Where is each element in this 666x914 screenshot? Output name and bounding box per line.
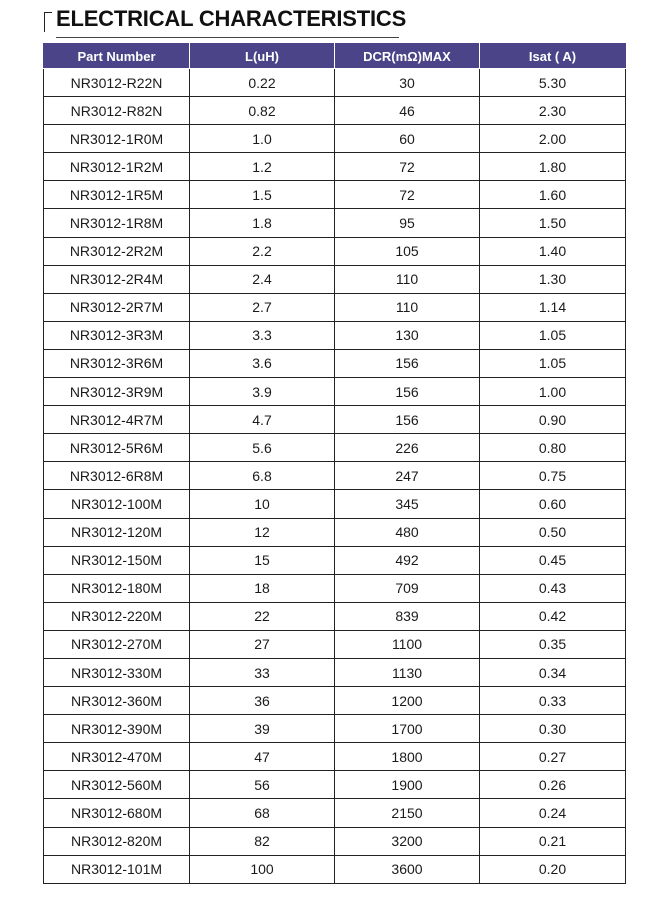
cell-inductance: 15: [190, 546, 335, 574]
cell-inductance: 68: [190, 799, 335, 827]
cell-part-number: NR3012-220M: [44, 602, 190, 630]
cell-part-number: NR3012-2R2M: [44, 237, 190, 265]
cell-dcr-max: 1100: [335, 630, 480, 658]
cell-inductance: 3.6: [190, 349, 335, 377]
cell-isat: 1.40: [480, 237, 626, 265]
cell-part-number: NR3012-100M: [44, 490, 190, 518]
column-header-inductance: L(uH): [190, 44, 335, 69]
cell-part-number: NR3012-270M: [44, 630, 190, 658]
cell-inductance: 3.9: [190, 378, 335, 406]
cell-part-number: NR3012-560M: [44, 771, 190, 799]
cell-inductance: 56: [190, 771, 335, 799]
table-row: [44, 518, 626, 546]
cell-dcr-max: 1700: [335, 715, 480, 743]
cell-isat: 0.21: [480, 827, 626, 855]
cell-dcr-max: 3200: [335, 827, 480, 855]
cell-isat: 0.26: [480, 771, 626, 799]
cell-isat: 1.05: [480, 349, 626, 377]
cell-part-number: NR3012-2R7M: [44, 293, 190, 321]
electrical-characteristics-table: [43, 43, 626, 884]
cell-inductance: 10: [190, 490, 335, 518]
cell-isat: 0.43: [480, 574, 626, 602]
table-row: [44, 687, 626, 715]
cell-dcr-max: 72: [335, 181, 480, 209]
cell-dcr-max: 1130: [335, 658, 480, 686]
cell-inductance: 36: [190, 687, 335, 715]
cell-dcr-max: 110: [335, 265, 480, 293]
table-row: [44, 490, 626, 518]
table-row: [44, 462, 626, 490]
cell-inductance: 2.2: [190, 237, 335, 265]
cell-isat: 1.00: [480, 378, 626, 406]
cell-inductance: 1.0: [190, 125, 335, 153]
cell-part-number: NR3012-3R9M: [44, 378, 190, 406]
table-row: [44, 827, 626, 855]
cell-part-number: NR3012-150M: [44, 546, 190, 574]
cell-isat: 0.50: [480, 518, 626, 546]
cell-part-number: NR3012-5R6M: [44, 434, 190, 462]
cell-dcr-max: 839: [335, 602, 480, 630]
cell-dcr-max: 1200: [335, 687, 480, 715]
cell-dcr-max: 95: [335, 209, 480, 237]
table-row: [44, 406, 626, 434]
cell-isat: 0.20: [480, 855, 626, 883]
cell-inductance: 18: [190, 574, 335, 602]
table-row: [44, 378, 626, 406]
cell-isat: 0.24: [480, 799, 626, 827]
table-row: [44, 715, 626, 743]
column-header-part-number: Part Number: [44, 44, 190, 69]
cell-isat: 0.27: [480, 743, 626, 771]
table-body: [44, 69, 626, 884]
cell-dcr-max: 156: [335, 406, 480, 434]
cell-dcr-max: 156: [335, 378, 480, 406]
cell-isat: 1.60: [480, 181, 626, 209]
cell-dcr-max: 492: [335, 546, 480, 574]
table-row: [44, 97, 626, 125]
cell-part-number: NR3012-330M: [44, 658, 190, 686]
cell-inductance: 22: [190, 602, 335, 630]
cell-isat: 2.30: [480, 97, 626, 125]
table-header: [44, 44, 626, 69]
cell-isat: 1.30: [480, 265, 626, 293]
cell-part-number: NR3012-4R7M: [44, 406, 190, 434]
table-row: [44, 237, 626, 265]
cell-part-number: NR3012-390M: [44, 715, 190, 743]
cell-dcr-max: 709: [335, 574, 480, 602]
table-row: [44, 799, 626, 827]
table-row: [44, 153, 626, 181]
cell-isat: 0.30: [480, 715, 626, 743]
cell-dcr-max: 60: [335, 125, 480, 153]
cell-part-number: NR3012-3R6M: [44, 349, 190, 377]
title-bracket-decoration: [44, 12, 52, 32]
table-row: [44, 69, 626, 97]
cell-dcr-max: 130: [335, 321, 480, 349]
cell-isat: 2.00: [480, 125, 626, 153]
page-title: ELECTRICAL CHARACTERISTICS: [56, 6, 407, 31]
cell-part-number: NR3012-101M: [44, 855, 190, 883]
cell-inductance: 1.8: [190, 209, 335, 237]
cell-isat: 0.35: [480, 630, 626, 658]
cell-part-number: NR3012-120M: [44, 518, 190, 546]
cell-part-number: NR3012-1R0M: [44, 125, 190, 153]
cell-part-number: NR3012-820M: [44, 827, 190, 855]
table-row: [44, 771, 626, 799]
cell-part-number: NR3012-R82N: [44, 97, 190, 125]
column-header-isat: Isat ( A): [480, 44, 626, 69]
cell-isat: 1.80: [480, 153, 626, 181]
cell-isat: 1.50: [480, 209, 626, 237]
cell-dcr-max: 46: [335, 97, 480, 125]
cell-dcr-max: 156: [335, 349, 480, 377]
cell-part-number: NR3012-1R2M: [44, 153, 190, 181]
table-row: [44, 630, 626, 658]
cell-dcr-max: 72: [335, 153, 480, 181]
cell-part-number: NR3012-1R8M: [44, 209, 190, 237]
cell-dcr-max: 480: [335, 518, 480, 546]
cell-isat: 0.90: [480, 406, 626, 434]
cell-part-number: NR3012-R22N: [44, 69, 190, 97]
column-header-dcr-max: DCR(mΩ)MAX: [335, 44, 480, 69]
cell-isat: 0.60: [480, 490, 626, 518]
cell-inductance: 12: [190, 518, 335, 546]
table-row: [44, 434, 626, 462]
cell-inductance: 47: [190, 743, 335, 771]
table-row: [44, 574, 626, 602]
cell-inductance: 1.2: [190, 153, 335, 181]
cell-part-number: NR3012-680M: [44, 799, 190, 827]
cell-inductance: 6.8: [190, 462, 335, 490]
table-row: [44, 546, 626, 574]
cell-part-number: NR3012-360M: [44, 687, 190, 715]
table-row: [44, 181, 626, 209]
cell-inductance: 1.5: [190, 181, 335, 209]
table-row: [44, 265, 626, 293]
cell-isat: 0.45: [480, 546, 626, 574]
cell-part-number: NR3012-180M: [44, 574, 190, 602]
cell-inductance: 5.6: [190, 434, 335, 462]
cell-dcr-max: 105: [335, 237, 480, 265]
cell-inductance: 2.7: [190, 293, 335, 321]
cell-inductance: 4.7: [190, 406, 335, 434]
cell-part-number: NR3012-1R5M: [44, 181, 190, 209]
cell-inductance: 2.4: [190, 265, 335, 293]
cell-isat: 5.30: [480, 69, 626, 97]
title-underline: [56, 37, 399, 38]
cell-isat: 0.42: [480, 602, 626, 630]
cell-dcr-max: 345: [335, 490, 480, 518]
cell-inductance: 27: [190, 630, 335, 658]
cell-dcr-max: 1900: [335, 771, 480, 799]
cell-dcr-max: 3600: [335, 855, 480, 883]
cell-isat: 1.14: [480, 293, 626, 321]
cell-isat: 0.80: [480, 434, 626, 462]
cell-dcr-max: 30: [335, 69, 480, 97]
section-title: [44, 6, 407, 32]
cell-inductance: 0.82: [190, 97, 335, 125]
header-row: [44, 44, 626, 69]
table-row: [44, 658, 626, 686]
table-row: [44, 743, 626, 771]
cell-part-number: NR3012-470M: [44, 743, 190, 771]
cell-part-number: NR3012-2R4M: [44, 265, 190, 293]
cell-dcr-max: 110: [335, 293, 480, 321]
cell-isat: 1.05: [480, 321, 626, 349]
cell-inductance: 82: [190, 827, 335, 855]
table-row: [44, 293, 626, 321]
cell-isat: 0.75: [480, 462, 626, 490]
cell-inductance: 3.3: [190, 321, 335, 349]
cell-isat: 0.33: [480, 687, 626, 715]
cell-inductance: 100: [190, 855, 335, 883]
cell-dcr-max: 226: [335, 434, 480, 462]
table-row: [44, 209, 626, 237]
table-row: [44, 125, 626, 153]
cell-dcr-max: 2150: [335, 799, 480, 827]
table-row: [44, 855, 626, 883]
cell-isat: 0.34: [480, 658, 626, 686]
cell-part-number: NR3012-6R8M: [44, 462, 190, 490]
cell-inductance: 0.22: [190, 69, 335, 97]
table-row: [44, 321, 626, 349]
table-row: [44, 349, 626, 377]
table-row: [44, 602, 626, 630]
cell-inductance: 39: [190, 715, 335, 743]
cell-part-number: NR3012-3R3M: [44, 321, 190, 349]
cell-dcr-max: 247: [335, 462, 480, 490]
cell-inductance: 33: [190, 658, 335, 686]
cell-dcr-max: 1800: [335, 743, 480, 771]
